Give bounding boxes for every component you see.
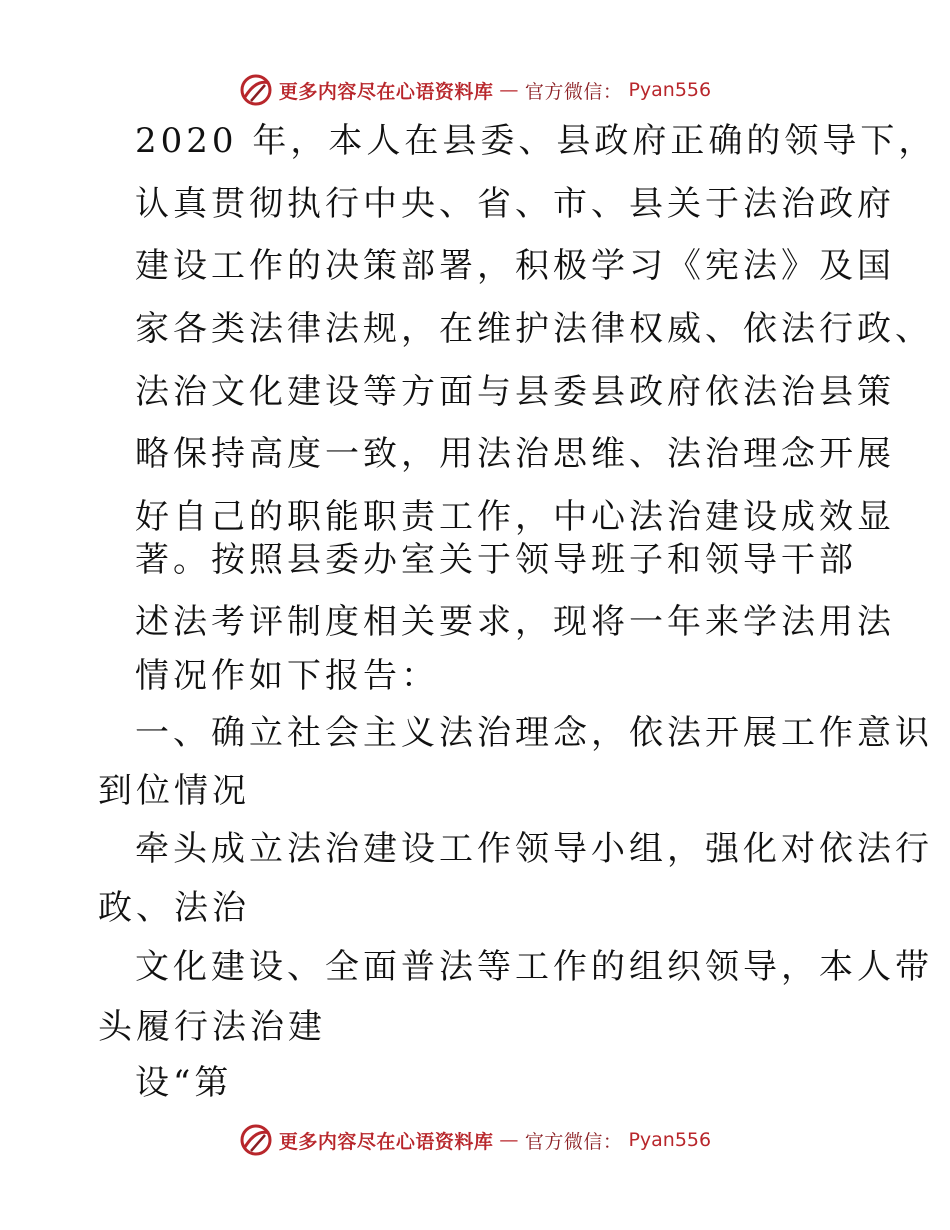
- text-line: 述法考评制度相关要求，现将一年来学法用法: [135, 602, 895, 642]
- text-line: 略保持高度一致，用法治思维、法治理念开展: [135, 434, 895, 474]
- text-line: 设“第: [135, 1063, 233, 1103]
- section-heading-line: 一、确立社会主义法治理念，依法开展工作意识: [135, 713, 933, 753]
- text-line: 文化建设、全面普法等工作的组织领导，本人带: [135, 947, 933, 987]
- watermark-wechat-id: Pyan556: [628, 79, 712, 101]
- text-line: 政、法治: [98, 888, 250, 928]
- text-line: 著。按照县委办室关于领导班子和领导干部: [135, 540, 857, 580]
- text-line: 建设工作的决策部署，积极学习《宪法》及国: [135, 246, 895, 286]
- text-line: 好自己的职能职责工作，中心法治建设成效显: [135, 497, 895, 537]
- text-line: 认真贯彻执行中央、省、市、县关于法治政府: [135, 184, 895, 224]
- watermark-dash: —: [499, 1129, 519, 1151]
- watermark-header: [0, 72, 950, 108]
- text-line: 法治文化建设等方面与县委县政府依法治县策: [135, 372, 895, 412]
- logo-icon: [239, 73, 273, 107]
- watermark-dash: —: [499, 79, 519, 101]
- text-line: 家各类法律法规，在维护法律权威、依法行政、: [135, 309, 933, 349]
- watermark-wechat-label: 官方微信：: [524, 1130, 623, 1153]
- section-heading-line: 到位情况: [98, 771, 250, 811]
- logo-icon: [239, 1123, 273, 1157]
- watermark-wechat-id: Pyan556: [628, 1129, 712, 1151]
- text-line: 2020 年，本人在县委、县政府正确的领导下，: [135, 121, 937, 161]
- watermark-main-text: 更多内容尽在心语资料库: [278, 1130, 494, 1153]
- text-line: 牵头成立法治建设工作领导小组，强化对依法行: [135, 829, 933, 869]
- watermark-footer: [0, 1122, 950, 1158]
- watermark-wechat-label: 官方微信：: [524, 80, 623, 103]
- watermark-main-text: 更多内容尽在心语资料库: [278, 80, 494, 103]
- text-line: 情况作如下报告：: [135, 656, 439, 696]
- text-line: 头履行法治建: [98, 1007, 326, 1047]
